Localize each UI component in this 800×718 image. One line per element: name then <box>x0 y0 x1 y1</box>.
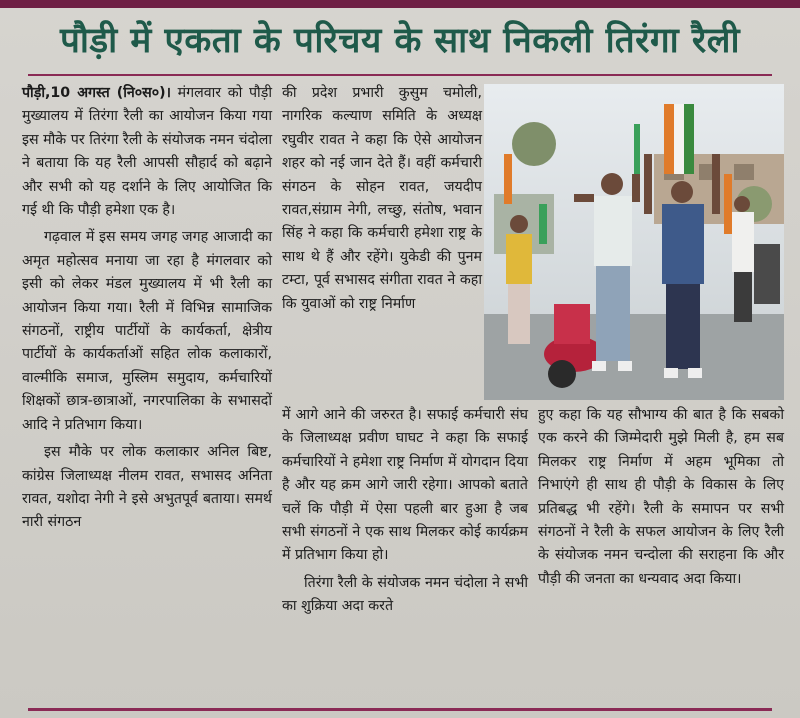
article-paragraph: की प्रदेश प्रभारी कुसुम चमोली, नागरिक कल्याण समिति के अध्यक्ष रघुवीर रावत ने कहा कि ऐसे आयोजन शहर को नई जान देते हैं। वहीं कर्मचारी संगठन के सोहन रावत, जयदीप रावत,संग्राम नेगी, लच्छु, संतोष, भवान सिंह ने कहा कि कर्मचारी हमेशा राष्ट्र के साथ थे हैं और रहेंगे। युकेडी की पुनम टम्टा, पूर्व सभासद संगीता रावत ने कहा कि युवाओं को राष्ट्र निर्माण <box>282 85 482 312</box>
article-paragraph <box>22 82 272 222</box>
article-paragraph: इस मौके पर लोक कलाकार अनिल बिष्ट, कांग्रेस जिलाध्यक्ष नीलम रावत, सभासद अनिता रावत, यशोदा नेगी ने इसे अभुतपूर्व बताया। समर्थ नारी संगठन <box>22 444 272 531</box>
article-column-2-top <box>282 82 482 320</box>
article-column-1 <box>22 82 272 539</box>
article-column-2-bottom <box>282 404 528 623</box>
article-paragraph: तिरंगा रैली के संयोजक नमन चंदोला ने सभी का शुक्रिया अदा करते <box>282 574 528 615</box>
article-paragraph: में आगे आने की जरुरत है। सफाई कर्मचारी संघ के जिलाध्यक्ष प्रवीण घाघट ने कहा कि सफाई कर्मचारियों ने हमेशा राष्ट्र निर्माण में योगदान दिया है और यह क्रम आगे जारी रहेगा। आपको बताते चलें कि पौड़ी में ऐसा पहली बार हुआ है जब सभी संगठनों ने एक साथ मिलकर कोई कार्यक्रम में प्रतिभाग किया हो। <box>282 407 528 564</box>
top-rule <box>0 0 800 8</box>
rally-photo-illustration <box>484 84 784 400</box>
headline: पौड़ी में एकता के परिचय के साथ निकली तिरंगा रैली <box>59 21 741 61</box>
dateline: पौड़ी,10 अगस्त (नि०स०)। <box>22 85 171 101</box>
article-paragraph: हुए कहा कि यह सौभाग्य की बात है कि सबको एक करने की जिम्मेदारी मुझे मिली है, हम सब मिलकर राष्ट्र निर्माण में अहम भूमिका तो निभाएंगे ही साथ ही पौड़ी के विकास के लिए प्रतिबद्ध भी रहेंगे। रैली के समापन पर सभी संगठनों ने रैली के सफल आयोजन के लिए रैली के संयोजक नमन चन्दोला की सराहना कि और पौड़ी की जनता का धन्यवाद अदा किया। <box>538 407 784 587</box>
article-column-3 <box>538 404 784 595</box>
headline-rule <box>28 74 772 76</box>
article-paragraph: गढ़वाल में इस समय जगह जगह आजादी का अमृत महोत्सव मनाया जा रहा है मंगलवार को इसी को लेकर मंडल मुख्यालय में भी रैली का आयोजन किया गया। रैली में विभिन्न सामाजिक संगठनों, राष्ट्रीय पार्टीयों के कार्यकर्ता, क्षेत्रीय पार्टीयों के कार्यकर्ताओं सहित लोक कलाकारों, वाल्मीकि समाज, मुस्लिम समुदाय, कर्मचारियों शिक्षकों छात्र-छात्राओं, नगरपालिका के सभासदों आदि ने प्रतिभाग किया। <box>22 229 272 433</box>
rally-photo <box>484 84 784 400</box>
bottom-rule <box>28 708 772 711</box>
paragraph-text: मंगलवार को पौड़ी मुख्यालय में तिरंगा रैली का आयोजन किया गया इस मौके पर तिरंगा रैली के संयोजक नमन चंदोला ने बताया कि यह रैली आपसी सौहार्द को बढ़ाने और सभी को यह दर्शाने के लिए आयोजित कि गई थी कि पौड़ी हमेशा एक है। <box>22 85 273 219</box>
